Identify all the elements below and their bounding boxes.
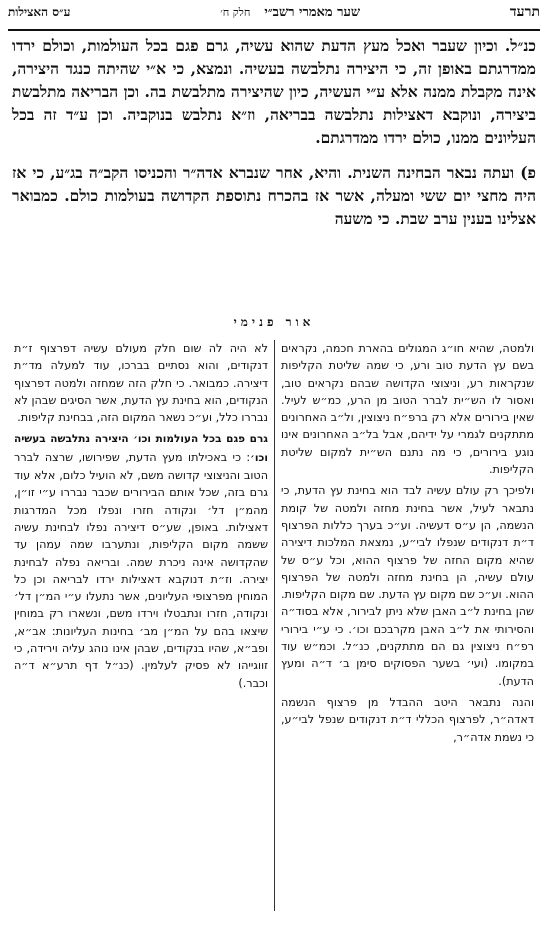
main-paragraph-1: כנ״ל. וכיון שעבר ואכל מעץ הדעת שהוא עשיה, גרם פגם בכל העולמות, וכולם ירדו ממדרגתם באופן זה, כי היצירה נתלבשה בעשיה. ונמצא, כי א״י שהיתה כנגד היצירה, אינה מקבלת ממנה אלא ע״י העשיה, כיון שהיצירה מתלבשת בה. וכן הבריאה מתלבשת ביצירה, ונוקבא דאצילות נתלבשה בבריאה, וז״א נתלבש בנוקביה. וכן ע״ד זה בכל העליונים ממנו, כולם ירדו ממדרגתם.: [12, 36, 536, 147]
commentary-right-text-3: והנה נתבאר היטב ההבדל מן פרצוף הנשמה דאדה״ר, לפרצוף הכללי ד״ת דנקודים שנפל לבי״ע, כי נשמת אדה״ר,: [281, 695, 534, 744]
commentary-left-paragraph-2: [14, 430, 268, 691]
header-center: [220, 4, 360, 20]
header-rule: [8, 29, 540, 31]
commentary-column-left: [8, 340, 274, 911]
commentary-subheading: גרם פגם בכל העולמות וכו׳ היצירה נתלבשה בעשיה וכו׳: [14, 433, 268, 464]
commentary-left-text-1: לא היה לה שום חלק מעולם עשיה דפרצוף ז״ת דנקודים, והוא נסתיים בברכו, עוד למעלה מד״ת דיצירה. כמבואר. כי חלק הזה שמחזה ולמטה דפרצוף הנקודים, הוא בחינת עץ הדעת, אשר הסיגים שבהן לא נבררו כלל, וע״כ נשאר המקום הזה, בבחינת קליפות.: [14, 342, 268, 425]
page-number: תרעד: [509, 4, 540, 20]
commentary-right-text-2: ולפיכך רק עולם עשיה לבד הוא בחינת עץ הדעת, כי נתבאר לעיל, אשר בחינת מחזה ולמטה של קומת הנשמה, הן ע״ס דעשיה. וע״כ בערך כללות הפרצוף ד״ת דנקודים שנפלו לבי״ע, נמצאת המלכות דיצירה שהיא מקום החזה של פרצוף ההוא, וכל ע״ס של עולם עשיה, הן בחינת מחזה ולמטה של הפרצוף ההוא. וע״כ שם מקום עץ הדעת. שם מקום הקליפות. שהן בחינת ל״ב האבן שלא ניתן לבירור, אלא בסוד״ה והסירותי את ל״ב האבן מקרבכם וכו׳. כי ע״י בירורי רפ״ח ניצוצין גם הם מתתקנים, כנ״ל. וכמ״ש עוד במקומו. (ועי׳ בשער הפסוקים סימן ב׳ ד״ה ומעץ הדעת).: [281, 484, 534, 688]
part-label: חלק ח׳: [220, 6, 251, 19]
main-text: [12, 34, 536, 242]
commentary-right-text-1: ולמטה, שהיא חו״ג המגולים בהארת חכמה, נקראים בשם עץ הדעת טוב ורע, כי שמה שליטת הקליפות שנקראות רע, וניצוצי הקדושה שבהם נקראים טוב, ואסור לו הש״ית לברר הטוב מן הרע, כמ״ש לעיל. שאין בירורים אלא רק ברפ״ח ניצוצין, ול״ב האחרונים מתתקנים לגמרי על ידיהם, אבל בל״ב האחרונים אינו נוגע בירורים, כי מה נתנם הש״ית למקום שליטת הקליפות.: [281, 342, 534, 477]
commentary-left-text-2: : כי באכילתו מעץ הדעת, שפירושו, שרצה לברר הטוב והניצוצי קדושה משם, לא הועיל כלום, אלא עוד גרם בזה, שכל אותם הבירורים שכבר נבררו ע״י זו״ן, מהמ״ן דל׳ ונקודה חזרו ונפלו מכל המדרגות דאצילות. באופן, שע״ס דיצירה נפלו לבחינת עשיה ששמה מקום הקליפות, ונתערבו שמה עמהן עד שהקדושה אינה ניכרת שמה. ובריאה נפלה לבחינת יצירה. וז״ת דנוקבא דאצילות ירדו לבריאה וכן כל המוחין מפרצופי העליונים, אשר נתעלו ע״י המ״ן דל׳ ונקודה, חזרו ונתבטלו וירדו משם, ונשארו רק במוחין שיצאו בהם על המ״ן מב׳ בחינות העליונות: אב״א, ופב״א, שהיו בנקודים, שבהן אינו נוהג עליה וירידה, כי זווגייהו לא פסיק לעלמין. (כנ״ל דף תרע״א ד״ה וכבר.): [14, 450, 268, 690]
book-title: שער מאמרי רשב״י: [264, 5, 361, 20]
commentary-column-right: [274, 340, 540, 911]
section-reference: ע״ס האצילות: [8, 5, 71, 19]
main-paragraph-2: פ) ועתה נבאר הבחינה השנית. והיא, אחר שנברא אדה״ר והכניסו הקב״ה בג״ע, כי אז היה מחצי יום ששי ומעלה, אשר אז בהכרח נתוספת הקדושה בעולמות כולם. כמבואר אצלינו בענין ערב שבת. כי משעה: [12, 163, 536, 228]
commentary-columns: [8, 340, 540, 911]
commentary-title: אור פנימי: [233, 315, 315, 329]
page-header: [8, 4, 540, 28]
page: [8, 0, 540, 931]
